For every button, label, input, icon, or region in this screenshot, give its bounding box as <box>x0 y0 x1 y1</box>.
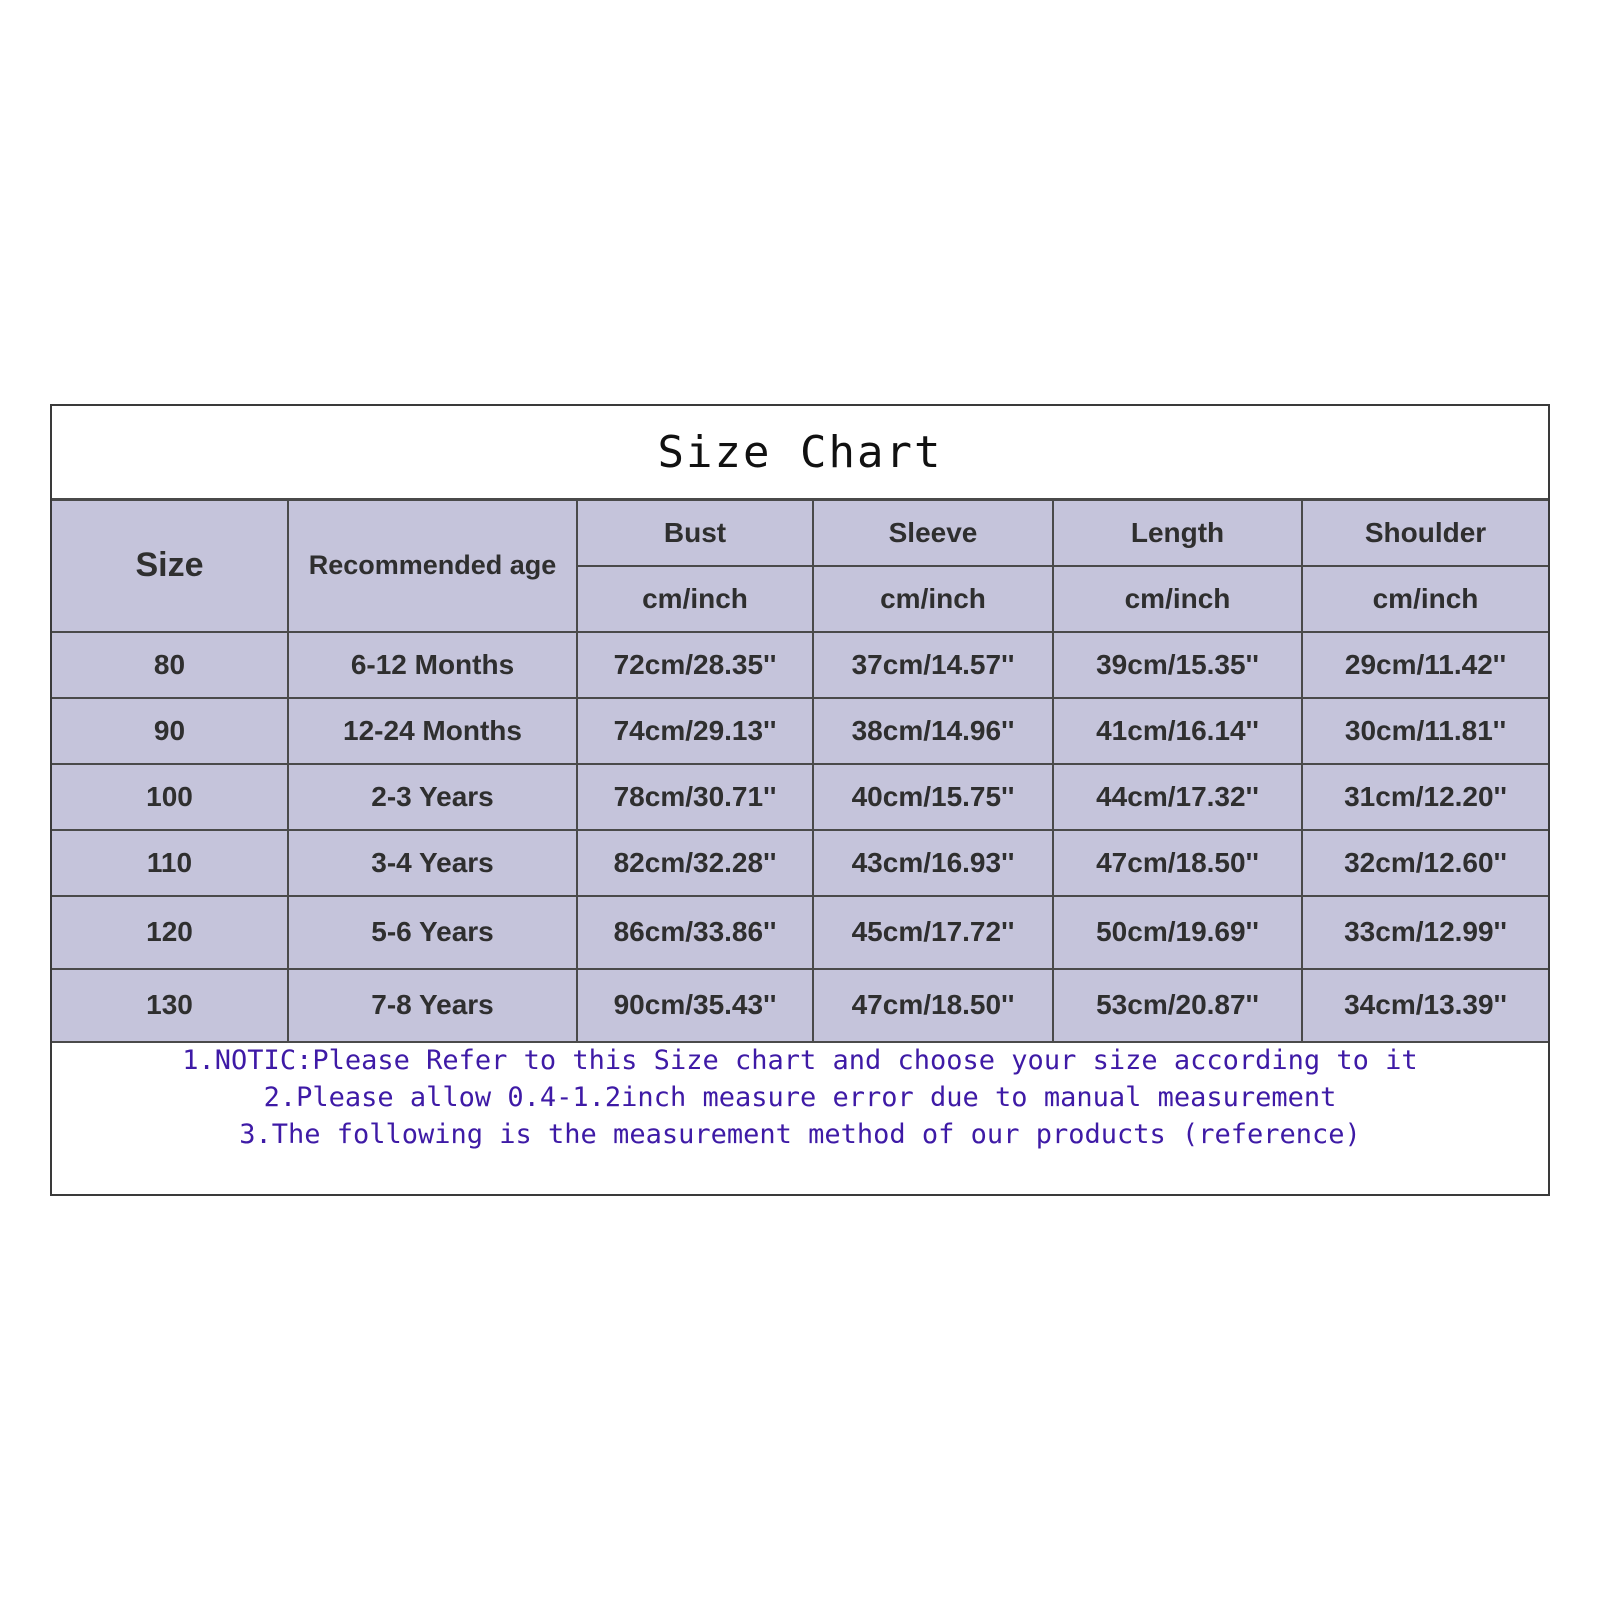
shoulder-unit: cm/inch <box>1302 566 1548 632</box>
sleeve-cell: 43cm/16.93'' <box>813 830 1053 896</box>
size-table <box>52 498 1548 1043</box>
size-cell: 100 <box>52 764 288 830</box>
size-cell: 120 <box>52 896 288 969</box>
shoulder-cell: 33cm/12.99'' <box>1302 896 1548 969</box>
length-cell: 50cm/19.69'' <box>1053 896 1302 969</box>
shoulder-cell: 34cm/13.39'' <box>1302 969 1548 1042</box>
length-unit: cm/inch <box>1053 566 1302 632</box>
note-line: 2.Please allow 0.4-1.2inch measure error due to manual measurement <box>263 1082 1337 1113</box>
note-line: 1.NOTIC:Please Refer to this Size chart and choose your size according to it <box>182 1045 1418 1076</box>
sleeve-cell: 38cm/14.96'' <box>813 698 1053 764</box>
age-cell: 5-6 Years <box>288 896 577 969</box>
sleeve-cell: 47cm/18.50'' <box>813 969 1053 1042</box>
table-row <box>52 698 1548 764</box>
size-header: Size <box>52 500 288 632</box>
shoulder-cell: 30cm/11.81'' <box>1302 698 1548 764</box>
size-cell: 90 <box>52 698 288 764</box>
table-row <box>52 764 1548 830</box>
age-cell: 7-8 Years <box>288 969 577 1042</box>
length-cell: 44cm/17.32'' <box>1053 764 1302 830</box>
notes <box>52 1042 1548 1153</box>
header-row <box>52 500 1548 566</box>
shoulder-cell: 32cm/12.60'' <box>1302 830 1548 896</box>
bust-cell: 86cm/33.86'' <box>577 896 813 969</box>
length-cell: 47cm/18.50'' <box>1053 830 1302 896</box>
table-row <box>52 830 1548 896</box>
bust-cell: 72cm/28.35'' <box>577 632 813 698</box>
table-row <box>52 632 1548 698</box>
table-row <box>52 896 1548 969</box>
size-chart <box>50 404 1550 1196</box>
shoulder-cell: 29cm/11.42'' <box>1302 632 1548 698</box>
age-header: Recommended age <box>288 500 577 632</box>
size-cell: 110 <box>52 830 288 896</box>
age-cell: 12-24 Months <box>288 698 577 764</box>
chart-title: Size Chart <box>657 426 943 478</box>
table-row <box>52 969 1548 1042</box>
length-cell: 53cm/20.87'' <box>1053 969 1302 1042</box>
bust-cell: 90cm/35.43'' <box>577 969 813 1042</box>
sleeve-unit: cm/inch <box>813 566 1053 632</box>
bust-cell: 78cm/30.71'' <box>577 764 813 830</box>
length-cell: 39cm/15.35'' <box>1053 632 1302 698</box>
age-cell: 6-12 Months <box>288 632 577 698</box>
shoulder-cell: 31cm/12.20'' <box>1302 764 1548 830</box>
bust-cell: 82cm/32.28'' <box>577 830 813 896</box>
size-cell: 80 <box>52 632 288 698</box>
age-cell: 3-4 Years <box>288 830 577 896</box>
age-cell: 2-3 Years <box>288 764 577 830</box>
sleeve-header: Sleeve <box>813 500 1053 566</box>
bust-unit: cm/inch <box>577 566 813 632</box>
sleeve-cell: 40cm/15.75'' <box>813 764 1053 830</box>
bust-cell: 74cm/29.13'' <box>577 698 813 764</box>
length-cell: 41cm/16.14'' <box>1053 698 1302 764</box>
size-cell: 130 <box>52 969 288 1042</box>
sleeve-cell: 45cm/17.72'' <box>813 896 1053 969</box>
shoulder-header: Shoulder <box>1302 500 1548 566</box>
bust-header: Bust <box>577 500 813 566</box>
length-header: Length <box>1053 500 1302 566</box>
sleeve-cell: 37cm/14.57'' <box>813 632 1053 698</box>
note-line: 3.The following is the measurement method of our products (reference) <box>239 1119 1361 1150</box>
